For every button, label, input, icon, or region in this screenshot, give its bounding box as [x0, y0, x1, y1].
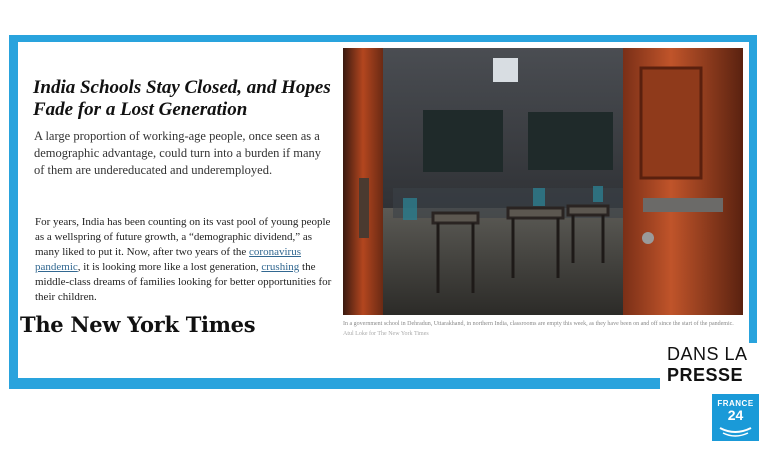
body-text-3: the middle-class dreams of families looking for better opportunities for their children. — [35, 261, 332, 303]
photo-caption — [343, 319, 743, 339]
body-text-1: For years, India has been counting on its vast pool of young people as a wellspring of future growth, a “demographic dividend,” as many liked to put it. Now, after two years of the — [35, 216, 331, 258]
article-body — [35, 215, 333, 305]
nyt-logo: The New York Times — [20, 312, 256, 337]
article-summary: A large proportion of working-age people, once seen as a demographic advantage, could turn into a burden if many of them are undereducated and underemployed. — [34, 129, 322, 177]
dans-la-presse-badge — [660, 343, 760, 389]
body-text-2: , it is looking more like a lost generation, — [77, 261, 262, 273]
france24-wave-icon — [718, 424, 753, 438]
coronavirus-pandemic-link[interactable]: coronavirus pandemic — [35, 246, 301, 273]
france24-number: 24 — [727, 407, 744, 423]
classroom-photo — [343, 48, 743, 315]
crushing-link[interactable]: crushing — [261, 261, 300, 273]
article-headline: India Schools Stay Closed, and Hopes Fade for a Lost Generation — [33, 77, 331, 120]
france24-name: FRANCE — [717, 399, 754, 408]
photo-caption-text: In a government school in Dehradun, Uttarakhand, in northern India, classrooms are empty this week, as they have been on and off since the start of the pandemic. — [343, 321, 734, 327]
photo-credit: Atul Loke for The New York Times — [343, 331, 429, 337]
dans-la-label: DANS LA — [667, 344, 748, 364]
presse-label: PRESSE — [667, 365, 744, 385]
france24-logo — [712, 394, 759, 441]
